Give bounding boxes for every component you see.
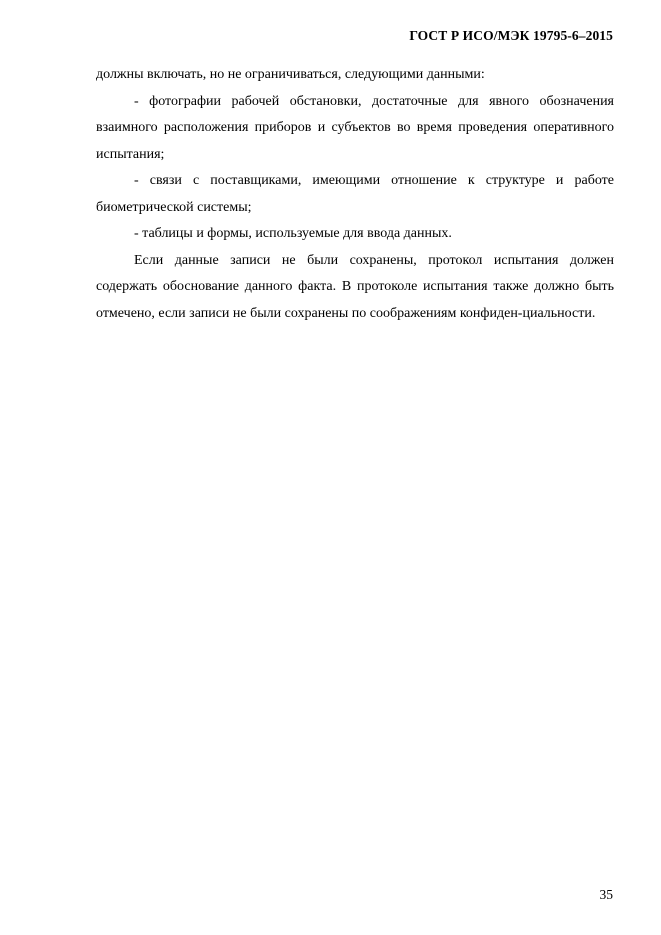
list-item-vendor-contacts: - связи с поставщиками, имеющими отношение к структуре и работе биометрической системы; xyxy=(96,173,614,215)
page-number: 35 xyxy=(599,887,613,902)
document-body xyxy=(96,62,614,327)
paragraph-intro: должны включать, но не ограничиваться, следующими данными: xyxy=(96,67,485,82)
paragraph-records-not-kept: Если данные записи не были сохранены, протокол испытания должен содержать обоснование данного факта. В протоколе испытания также должно быть отмечено, если записи не были сохранены по соображениям конфиден-циальности. xyxy=(96,252,614,321)
document-header: ГОСТ Р ИСО/МЭК 19795-6–2015 xyxy=(409,28,613,43)
list-item-photos: - фотографии рабочей обстановки, достаточные для явного обозначения взаимного расположения приборов и субъектов во время проведения оперативного испытания; xyxy=(96,93,614,162)
list-item-tables-forms: - таблицы и формы, используемые для ввода данных. xyxy=(134,226,452,241)
